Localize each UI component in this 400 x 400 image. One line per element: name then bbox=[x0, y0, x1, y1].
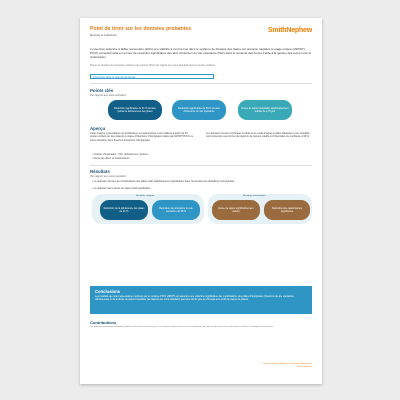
contributions-text: Les données proviennent d'études publiées et évaluées par des pairs. Les auteurs remercient tous les contributeurs de cette analyse pour leur aide dans la collecte et l'analyse des données. bbox=[90, 326, 274, 328]
result-pill-text: Réduction des réadmissions significative bbox=[271, 207, 303, 213]
result-pill bbox=[212, 200, 260, 220]
apercu-bullet-text: Critères d'évaluation : ISO, déhiscences, séroma bbox=[93, 153, 148, 156]
section-title-resultats: Résultats bbox=[90, 169, 110, 174]
result-line-text: La réduction du taux de complications des plaies était statistiquement significative dans l'ensemble des disciplines chirurgicales bbox=[93, 180, 235, 183]
section-title-contributions: Contributions bbox=[90, 320, 117, 325]
divider bbox=[90, 83, 312, 84]
key-point-text: Durée de séjour hospitalier significativement réduite de 1,75 jour bbox=[241, 107, 289, 113]
apercu-bullet-text: Durée de séjour et réadmissions bbox=[93, 157, 130, 160]
result-pill-text: Réduction de la déhiscence des plaies de 31 % bbox=[103, 207, 145, 213]
divider bbox=[90, 165, 312, 166]
footer-legal: Smith & Nephew Médical Ltd. Marque déposée de Smith+Nephew bbox=[263, 363, 312, 368]
result-pill bbox=[152, 200, 200, 220]
key-point-text: Réduction significative de 31 % du taux global de déhiscences des plaies bbox=[114, 107, 156, 113]
page-title: Point de tiroir sur les données probantes bbox=[90, 26, 192, 32]
page-subtitle: Recueil et bulletinier bbox=[90, 33, 118, 37]
key-point-pill bbox=[238, 100, 292, 120]
key-point-pill bbox=[108, 100, 162, 120]
apercu-bullet: • Critères d'évaluation : ISO, déhiscences, séroma bbox=[92, 153, 148, 156]
apercu-left-text: Cette analyse systématique de la littérature et méta-analyse a été réalisée à partir de 29 études portant sur des patients à risque d'infections chirurgicales traités par sNPWT PICO ou soins standard, dans diverses disciplines chirurgicales. bbox=[90, 132, 194, 142]
brand-logo: SmithNephew bbox=[267, 27, 312, 34]
key-point-pill bbox=[172, 100, 226, 120]
intro-paragraph: L'ouverture sélective à faible manomètre définit une stabilité à court terme dans le système de thérapie des plaies par pression négative à usage unique (sNPWT), PICO) exceptionnelle en termes de réduction significative des taux d'infection du site opératoire (ISO) dans le contexte des zones d'aide à la gestion des soins et de la cicatrisation bbox=[90, 47, 311, 59]
result-line: • La réduction de la durée de séjour était significative bbox=[92, 187, 151, 190]
conclusions-title: Conclusions bbox=[95, 289, 121, 294]
apercu-bullet: • Durée de séjour et réadmissions bbox=[92, 157, 130, 160]
section-subtitle-points-cles: Par rapport aux soins standard : bbox=[90, 94, 127, 97]
result-pill-text: Réduction des infections du site opératoire de 58 % bbox=[159, 207, 193, 213]
document-page bbox=[80, 18, 322, 384]
key-point-text: Réduction significative de 58 % du taux d'infections du site opératoire bbox=[178, 107, 220, 113]
clinical-label: Résultats cliniques bbox=[136, 195, 155, 197]
reference-link[interactable]: Disponible dans le résumé de l'étude bbox=[90, 74, 214, 79]
section-title-apercu: Aperçu bbox=[90, 126, 106, 131]
section-subtitle-resultats: Par rapport aux soins standard : bbox=[90, 175, 127, 178]
apercu-right-text: Les données ont été combinées à l'aide d'une méta-analyse à effets aléatoires et les résultats sont présentés sous forme de rapports de risques relatifs et d'intervalles de confiance à 95 %. bbox=[206, 132, 310, 139]
economic-label: Résultats économiques bbox=[243, 195, 266, 197]
result-pill bbox=[264, 200, 310, 220]
conclusions-box bbox=[90, 286, 312, 314]
result-line-text: La réduction de la durée de séjour était significative bbox=[93, 187, 151, 190]
result-line: • La réduction du taux de complications des plaies était statistiquement significative dans l'ensemble des disciplines chirurgicales bbox=[92, 180, 235, 183]
conclusions-text: Les résultats de cette méta-analyse montrent que le système PICO sNPWT est associé à une réduction significative des complications des plaies chirurgicales (infections du site opératoire, déhiscences) et de la durée de séjour hospitalier par rapport aux soins standard, quel que soit le type de chirurgie et le profil de risque du patient. bbox=[95, 295, 295, 302]
result-pill bbox=[100, 200, 148, 220]
result-pill-text: Durée de séjour significativement réduite bbox=[218, 207, 254, 213]
intro-note: Revue de l'analyse des bénéfices cliniques du système PICO par rapport aux soins standard dans les études publiées bbox=[90, 64, 215, 67]
section-title-points-cles: Points clés bbox=[90, 88, 114, 93]
page-header bbox=[90, 26, 312, 44]
